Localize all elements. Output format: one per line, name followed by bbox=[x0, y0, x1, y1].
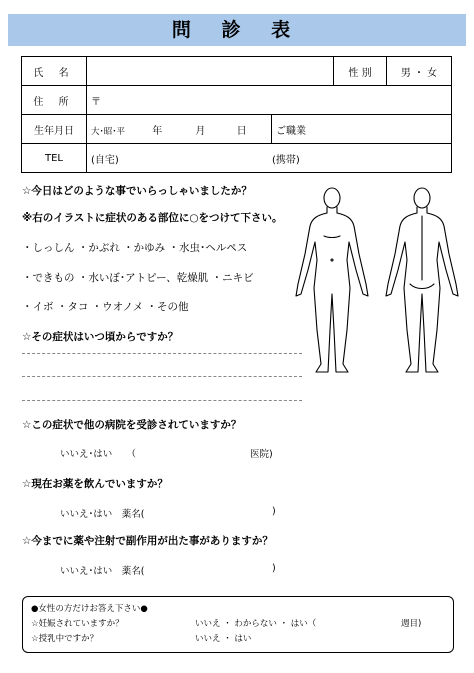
body-front-figure bbox=[296, 188, 368, 372]
body-back-figure bbox=[386, 188, 458, 372]
name-field[interactable] bbox=[87, 57, 334, 86]
women-only-header: ●女性の方だけお答え下さい● bbox=[31, 604, 148, 614]
answer-line[interactable] bbox=[22, 353, 302, 354]
answer-line[interactable] bbox=[22, 376, 302, 377]
sex-options[interactable]: 男 ・ 女 bbox=[387, 57, 452, 86]
patient-info-table bbox=[21, 56, 452, 173]
question-side-effects: ☆今までに薬や注射で副作用が出た事がありますか？ bbox=[22, 535, 273, 547]
body-illustration[interactable] bbox=[290, 180, 470, 380]
mobile-phone-label: (携帯) bbox=[272, 154, 300, 166]
occupation-label: ご職業 bbox=[276, 125, 306, 137]
birthdate-field[interactable] bbox=[87, 115, 272, 144]
question-onset: ☆その症状はいつ頃からですか？ bbox=[22, 331, 179, 343]
symptom-options-row-1[interactable]: ・しっしん ・かぶれ ・かゆみ ・水虫･ヘルペス bbox=[22, 242, 248, 254]
symptom-options-row-3[interactable]: ・イボ ・タコ ・ウオノメ ・その他 bbox=[22, 301, 189, 313]
women-only-box bbox=[22, 596, 454, 653]
current-medication-answer[interactable]: いいえ･はい 薬名( bbox=[60, 509, 145, 520]
birthdate-label: 生年月日 bbox=[22, 115, 87, 144]
question-visit-reason: ☆今日はどのような事でいらっしゃいましたか？ bbox=[22, 185, 252, 197]
address-label: 住 所 bbox=[22, 86, 87, 115]
home-phone-label: (自宅) bbox=[91, 154, 119, 166]
body-map-instruction: ※右のイラストに症状のある部位に○をつけて下さい。 bbox=[22, 212, 283, 224]
question-other-hospital: ☆この症状で他の病院を受診されていますか？ bbox=[22, 419, 242, 431]
side-effects-close-paren: ) bbox=[272, 563, 276, 574]
medication-close-paren: ) bbox=[272, 506, 276, 517]
name-label: 氏 名 bbox=[22, 57, 87, 86]
pregnancy-question: ☆妊娠されていますか？ bbox=[31, 619, 124, 629]
question-current-medication: ☆現在お薬を飲んでいますか？ bbox=[22, 478, 168, 490]
tel-label: TEL bbox=[22, 144, 87, 173]
hospital-name-suffix: 医院) bbox=[250, 449, 273, 460]
nursing-answer[interactable]: いいえ ・ はい bbox=[195, 634, 252, 644]
side-effects-answer[interactable]: いいえ･はい 薬名( bbox=[60, 566, 145, 577]
other-hospital-answer[interactable]: いいえ･はい （ bbox=[60, 449, 137, 460]
address-field[interactable] bbox=[87, 86, 452, 115]
era-options: 大･昭･平 bbox=[91, 126, 126, 137]
month-label: 月 bbox=[195, 125, 206, 137]
symptom-options-row-2[interactable]: ・できもの ・水いぼ･アトピー、乾燥肌 ・ニキビ bbox=[22, 272, 254, 284]
nursing-question: ☆授乳中ですか？ bbox=[31, 634, 99, 644]
year-label: 年 bbox=[152, 125, 163, 137]
pregnancy-answer[interactable]: いいえ ・ わからない ・ はい（ bbox=[195, 619, 317, 629]
occupation-field[interactable] bbox=[272, 115, 452, 144]
tel-field[interactable] bbox=[87, 144, 452, 173]
answer-line[interactable] bbox=[22, 400, 302, 401]
day-label: 日 bbox=[236, 125, 247, 137]
sex-label: 性 別 bbox=[334, 57, 387, 86]
pregnancy-weeks: 週目) bbox=[401, 619, 422, 629]
page-title: 問 診 表 bbox=[8, 14, 466, 46]
postal-mark: 〒 bbox=[91, 96, 101, 108]
